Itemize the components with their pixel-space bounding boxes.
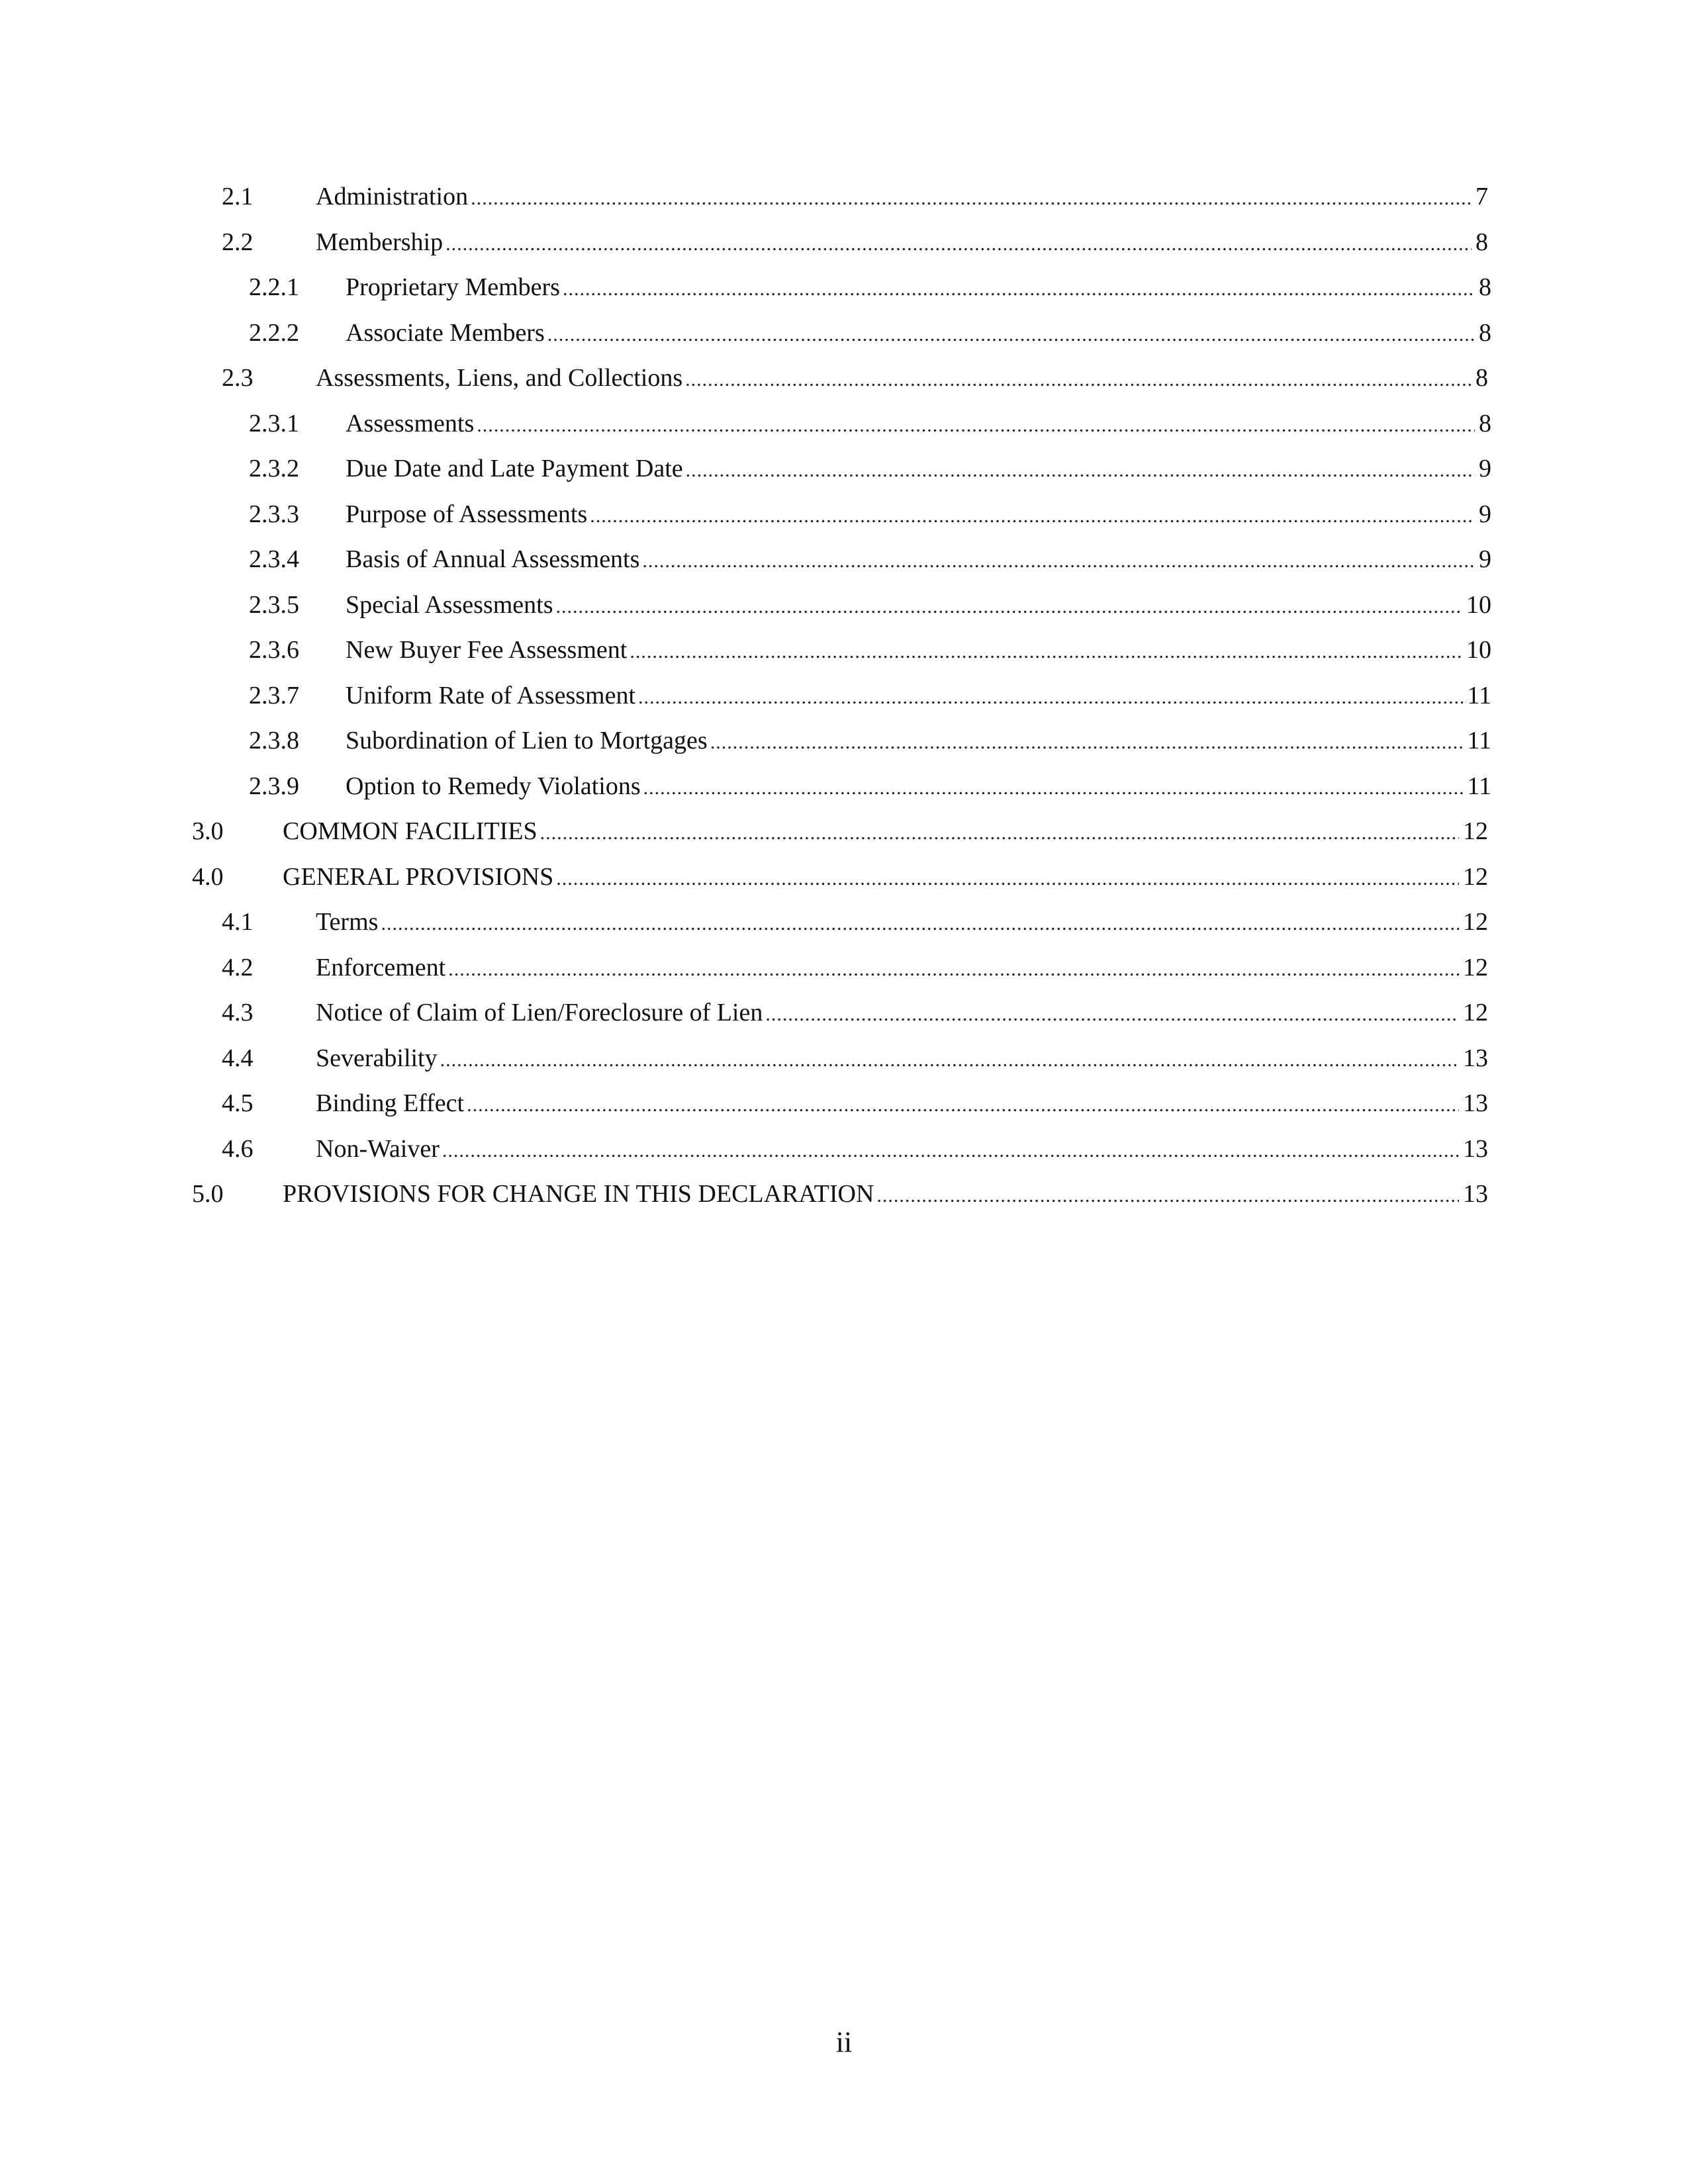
dot-leader <box>547 325 1475 345</box>
dot-leader <box>590 506 1475 526</box>
toc-entry[interactable] <box>0 360 1688 406</box>
toc-entry-page: 12 <box>1463 953 1488 981</box>
toc-entry-number: 4.2 <box>222 953 254 981</box>
toc-entry-line <box>346 411 1491 436</box>
toc-entry-number: 2.3.7 <box>249 681 299 709</box>
dot-leader <box>467 1095 1459 1115</box>
toc-entry-page: 10 <box>1466 590 1491 619</box>
toc-entry-title: Assessments <box>346 409 475 437</box>
toc-entry-title: Purpose of Assessments <box>346 500 588 528</box>
toc-entry-number: 2.2.2 <box>249 318 299 347</box>
toc-entry-title: Subordination of Lien to Mortgages <box>346 727 708 754</box>
toc-entry-title: COMMON FACILITIES <box>283 817 538 845</box>
toc-entry-page: 8 <box>1479 273 1491 301</box>
toc-entry-line <box>316 1136 1488 1161</box>
toc-entry-title: Basis of Annual Assessments <box>346 545 640 573</box>
dot-leader <box>638 688 1463 707</box>
dot-leader <box>555 597 1462 617</box>
dot-leader <box>448 960 1459 979</box>
toc-entry-line <box>346 547 1491 572</box>
toc-entry-number: 2.3.6 <box>249 636 299 664</box>
toc-entry[interactable] <box>0 315 1688 361</box>
toc-entry-title: Notice of Claim of Lien/Foreclosure of Lien <box>316 999 763 1026</box>
toc-entry-title: Option to Remedy Violations <box>346 772 641 800</box>
toc-entry-number: 2.2.1 <box>249 273 299 301</box>
toc-entry[interactable] <box>0 678 1688 723</box>
dot-leader <box>445 234 1472 254</box>
toc-entry[interactable] <box>0 269 1688 315</box>
toc-entry[interactable] <box>0 995 1688 1040</box>
toc-entry-page: 13 <box>1463 1180 1488 1208</box>
toc-entry-number: 4.5 <box>222 1089 254 1117</box>
toc-entry-page: 11 <box>1467 681 1491 709</box>
dot-leader <box>563 279 1475 299</box>
toc-entry[interactable] <box>0 179 1688 224</box>
toc-entry-line <box>346 456 1491 481</box>
toc-entry-title: Associate Members <box>346 318 545 347</box>
toc-entry-number: 2.3.3 <box>249 500 299 528</box>
toc-entry-number: 5.0 <box>192 1180 224 1208</box>
toc-entry-line <box>316 955 1488 980</box>
toc-entry-title: Non-Waiver <box>316 1134 440 1163</box>
dot-leader <box>440 1050 1459 1070</box>
toc-entry[interactable] <box>0 723 1688 768</box>
toc-entry-number: 2.3.8 <box>249 727 299 754</box>
dot-leader <box>471 189 1472 208</box>
toc-entry-line <box>283 819 1488 844</box>
toc-entry-number: 2.1 <box>222 183 254 210</box>
toc-entry-number: 4.6 <box>222 1134 254 1163</box>
toc-entry-line <box>316 230 1488 255</box>
toc-entry-line <box>316 1091 1488 1116</box>
toc-entry-page: 8 <box>1476 364 1488 392</box>
dot-leader <box>381 914 1459 934</box>
toc-entry[interactable] <box>0 813 1688 859</box>
toc-entry[interactable] <box>0 950 1688 995</box>
toc-entry-title: Proprietary Members <box>346 273 560 301</box>
toc-entry-title: Special Assessments <box>346 590 553 619</box>
toc-entry-number: 2.2 <box>222 228 254 256</box>
toc-entry-page: 8 <box>1479 318 1491 347</box>
toc-entry-line <box>346 637 1491 662</box>
toc-entry-line <box>346 320 1491 345</box>
page-number: ii <box>835 2026 853 2058</box>
toc-entry-line <box>316 1046 1488 1071</box>
toc-entry[interactable] <box>0 406 1688 451</box>
toc-entry-page: 13 <box>1463 1044 1488 1072</box>
toc-entry-title: Assessments, Liens, and Collections <box>316 364 683 392</box>
toc-entry-title: GENERAL PROVISIONS <box>283 862 554 891</box>
toc-entry-number: 2.3.1 <box>249 409 299 437</box>
toc-entry-title: PROVISIONS FOR CHANGE IN THIS DECLARATION <box>283 1180 874 1208</box>
toc-entry-page: 7 <box>1476 183 1488 210</box>
toc-entry-number: 2.3.5 <box>249 590 299 619</box>
toc-entry[interactable] <box>0 1085 1688 1131</box>
toc-entry[interactable] <box>0 224 1688 270</box>
dot-leader <box>765 1005 1459 1024</box>
toc-entry-page: 13 <box>1463 1089 1488 1117</box>
toc-entry-number: 2.3 <box>222 364 254 392</box>
dot-leader <box>556 869 1459 889</box>
toc-entry[interactable] <box>0 1040 1688 1086</box>
toc-entry-number: 3.0 <box>192 817 224 845</box>
toc-entry[interactable] <box>0 541 1688 587</box>
dot-leader <box>685 370 1472 390</box>
toc-entry-number: 4.1 <box>222 908 254 936</box>
toc-entry-title: Severability <box>316 1044 438 1072</box>
toc-entry-title: Uniform Rate of Assessment <box>346 681 636 709</box>
toc-entry-page: 9 <box>1479 500 1491 528</box>
toc-entry-line <box>346 774 1491 799</box>
dot-leader <box>477 416 1475 435</box>
toc-entry-number: 2.3.4 <box>249 545 299 573</box>
table-of-contents <box>0 179 1688 1222</box>
toc-entry-page: 12 <box>1463 862 1488 891</box>
toc-entry-page: 9 <box>1479 545 1491 573</box>
dot-leader <box>642 551 1475 571</box>
toc-entry-title: Terms <box>316 908 379 936</box>
toc-entry[interactable] <box>0 1176 1688 1222</box>
toc-entry-line <box>346 683 1491 708</box>
toc-entry-title: Administration <box>316 183 469 210</box>
toc-entry[interactable] <box>0 1131 1688 1177</box>
toc-entry-line <box>316 909 1488 934</box>
toc-entry-number: 4.0 <box>192 862 224 891</box>
toc-entry-line <box>346 728 1491 753</box>
toc-entry-page: 11 <box>1467 772 1491 800</box>
toc-entry-number: 4.4 <box>222 1044 254 1072</box>
dot-leader <box>710 733 1464 752</box>
toc-entry[interactable] <box>0 587 1688 633</box>
toc-entry-page: 12 <box>1463 999 1488 1026</box>
dot-leader <box>686 461 1475 480</box>
toc-entry[interactable] <box>0 632 1688 678</box>
toc-entry-page: 11 <box>1467 727 1491 754</box>
dot-leader <box>876 1186 1459 1206</box>
dot-leader <box>442 1141 1459 1161</box>
toc-entry-title: New Buyer Fee Assessment <box>346 636 628 664</box>
toc-entry-line <box>283 1181 1488 1206</box>
toc-entry-page: 9 <box>1479 455 1491 482</box>
toc-entry-page: 8 <box>1476 228 1488 256</box>
toc-entry[interactable] <box>0 904 1688 950</box>
toc-entry-number: 2.3.9 <box>249 772 299 800</box>
toc-entry-number: 2.3.2 <box>249 455 299 482</box>
toc-entry-line <box>346 502 1491 527</box>
toc-entry[interactable] <box>0 496 1688 542</box>
toc-entry-title: Membership <box>316 228 444 256</box>
toc-entry-title: Binding Effect <box>316 1089 465 1117</box>
toc-entry-page: 12 <box>1463 908 1488 936</box>
toc-entry-line <box>316 365 1488 390</box>
toc-entry-line <box>346 592 1491 617</box>
toc-entry-page: 12 <box>1463 817 1488 845</box>
toc-entry-page: 13 <box>1463 1134 1488 1163</box>
toc-entry-title: Due Date and Late Payment Date <box>346 455 683 482</box>
toc-entry-line <box>316 184 1488 209</box>
toc-entry-line <box>283 864 1488 889</box>
dot-leader <box>630 642 1462 662</box>
toc-entry-number: 4.3 <box>222 999 254 1026</box>
dot-leader <box>643 778 1464 798</box>
toc-entry-page: 10 <box>1466 636 1491 664</box>
toc-entry[interactable] <box>0 768 1688 814</box>
toc-entry-line <box>316 1000 1488 1025</box>
toc-entry[interactable] <box>0 859 1688 905</box>
toc-entry-line <box>346 275 1491 300</box>
toc-entry[interactable] <box>0 451 1688 496</box>
dot-leader <box>540 823 1459 843</box>
toc-entry-title: Enforcement <box>316 953 446 981</box>
toc-entry-page: 8 <box>1479 409 1491 437</box>
